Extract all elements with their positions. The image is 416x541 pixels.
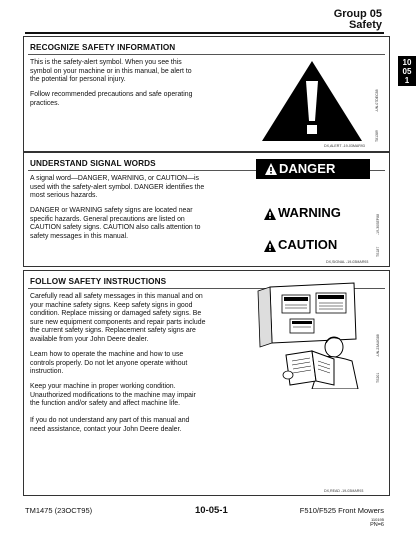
section-heading: Safety [348, 19, 382, 31]
section-title: FOLLOW SAFETY INSTRUCTIONS [30, 277, 167, 286]
text-line: CAUTION safety signs. CAUTION also calls attention to [30, 224, 201, 231]
side-code: T81389 [375, 130, 379, 142]
text-line: instruction. [30, 368, 64, 375]
text-line: Unauthorized modifications to the machine may impair [30, 391, 196, 399]
section-title: UNDERSTAND SIGNAL WORDS [30, 159, 156, 168]
tab-line: 1 [404, 76, 410, 85]
section-follow-instructions [23, 270, 390, 496]
text-line: most serious hazards. [30, 192, 98, 199]
pn-number: PN=6 [370, 522, 384, 528]
manual-number: TM1475 (23OCT95) [25, 506, 93, 515]
text-line: used with the safety-alert symbol. DANGER identifies the [30, 183, 205, 191]
product-name: F510/F525 Front Mowers [299, 506, 384, 515]
safety-alert-triangle-icon [265, 163, 277, 175]
text-line: the function and/or safety and affect machine life. [30, 400, 181, 407]
text-line: controls properly. Do not let anyone operate without [30, 359, 188, 367]
side-code: -UN-07DEC88 [375, 89, 379, 112]
warning-label: WARNING [278, 205, 341, 220]
text-line: If you do not understand any part of this manual and [30, 417, 190, 424]
page-number: 10-05-1 [195, 505, 228, 516]
figure-label: DX,ALERT -19-03MAR93 [324, 144, 365, 148]
safety-alert-triangle-icon [264, 240, 276, 252]
text-line: practices. [30, 99, 60, 107]
section-signal-words [23, 152, 390, 267]
text-line: need assistance, contact your John Deere dealer. [30, 425, 182, 433]
tab-line: 10 [402, 58, 412, 67]
text-line: your machine safety signs. Keep safety signs in good [30, 301, 193, 309]
danger-label: DANGER [279, 161, 336, 176]
side-code: -19-30SEP88 [376, 213, 380, 235]
group-heading: Group 05 [333, 8, 382, 20]
paragraph [30, 417, 189, 434]
text-line: This is the safety-alert symbol. When you see this [30, 59, 182, 66]
safety-alert-triangle-icon [264, 208, 276, 220]
text-line: sure new equipment components and repair parts include [30, 318, 206, 326]
paragraph [30, 383, 196, 409]
text-line: Carefully read all safety messages in this manual and on [30, 293, 203, 300]
paragraph [30, 59, 192, 85]
paragraph [30, 207, 200, 241]
header-rule [25, 32, 384, 34]
thumb-tab [398, 56, 416, 86]
section-recognize-safety [23, 36, 390, 152]
text-line: available from your John Deere dealer. [30, 335, 149, 343]
text-line: safety messages in this manual. [30, 232, 129, 240]
text-line: DANGER or WARNING safety signs are located near [30, 207, 193, 214]
paragraph [30, 175, 204, 201]
section-title: RECOGNIZE SAFETY INFORMATION [30, 43, 176, 52]
text-line: the potential for personal injury. [30, 76, 126, 83]
reading-manual-illustration [230, 281, 370, 389]
tab-line: 05 [402, 67, 412, 76]
section-rule [28, 54, 385, 55]
side-code: TS201 [376, 372, 380, 383]
paragraph [30, 293, 205, 344]
revision-date: 110195 [370, 517, 384, 522]
figure-label: DX,READ -19-03MAR93 [324, 489, 364, 493]
warning-sign [264, 205, 374, 223]
text-line: Follow recommended precautions and safe operating [30, 91, 193, 98]
paragraph [30, 351, 187, 377]
text-line: Keep your machine in proper working condition. [30, 383, 176, 390]
text-line: condition. Replace missing or damaged safety signs. Be [30, 310, 202, 317]
safety-alert-triangle-icon [258, 59, 366, 143]
caution-sign [264, 237, 374, 255]
danger-sign [256, 159, 370, 179]
text-line: A signal word—DANGER, WARNING, or CAUTION—is [30, 175, 199, 182]
text-line: symbol on your machine or in this manual, be alert to [30, 67, 192, 75]
caution-label: CAUTION [278, 237, 338, 252]
paragraph [30, 91, 192, 108]
text-line: specific hazards. General precautions are listed on [30, 215, 185, 223]
figure-label: DX,SIGNAL -19-03MAR93 [326, 260, 369, 264]
side-code: TS187 [376, 246, 380, 257]
side-code: -UN-23AUG88 [376, 334, 380, 357]
text-line: Learn how to operate the machine and how to use [30, 351, 184, 358]
text-line: the current safety signs. Replacement safety signs are [30, 327, 196, 334]
